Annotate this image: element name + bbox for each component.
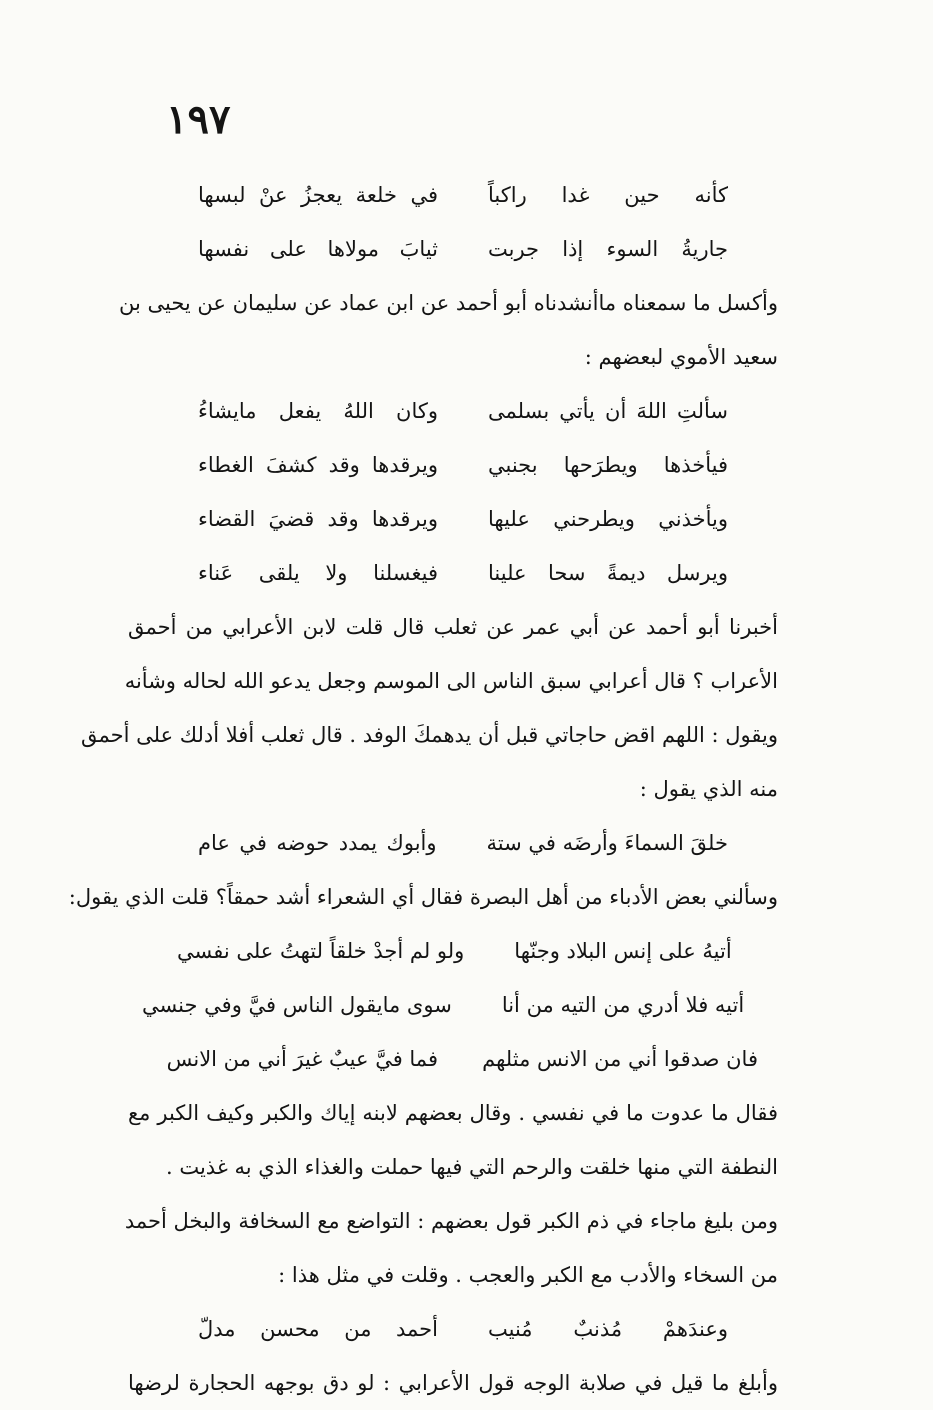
first-hemistich: فيأخذها ويطرَحها بجنبي bbox=[488, 453, 728, 477]
first-hemistich: كأنه حين غدا راكباً bbox=[488, 183, 728, 207]
second-hemistich: أحمد من محسن مدلّ bbox=[198, 1317, 438, 1341]
verse-line bbox=[128, 816, 778, 870]
prose-line: ومن بليغ ماجاء في ذم الكبر قول بعضهم : التواضع مع السخافة والبخل أحمد bbox=[124, 1209, 778, 1233]
second-hemistich: ولو لم أجدْ خلقاً لتهتُ على نفسي bbox=[176, 939, 465, 963]
prose-line: أخبرنا أبو أحمد عن أبي عمر عن ثعلب قال قلت لابن الأعرابي من أحمق bbox=[128, 615, 779, 639]
prose-line: الأعراب ؟ قال أعرابي سبق الناس الى الموسم وجعل يدعو الله لحاله وشأنه bbox=[124, 669, 778, 693]
prose-line: من السخاء والأدب مع الكبر والعجب . وقلت في مثل هذا : bbox=[278, 1263, 778, 1287]
second-hemistich: وكان اللهُ يفعل مايشاءُ bbox=[198, 399, 438, 423]
verse-line bbox=[128, 924, 778, 978]
prose-line: النطفة التي منها خلقت والرحم التي فيها حملت والغذاء الذي به غذيت . bbox=[165, 1155, 778, 1179]
second-hemistich: ويرقدها وقد قضيَ القضاء bbox=[198, 507, 438, 531]
second-hemistich: ويرقدها وقد كشفَ الغطاء bbox=[198, 453, 438, 477]
verse-line bbox=[128, 384, 778, 438]
verse-line bbox=[128, 492, 778, 546]
second-hemistich: في خلعة يعجزُ عنْ لبسها bbox=[198, 183, 438, 207]
first-hemistich: وعندَهمْ مُذنبٌ مُنيب bbox=[488, 1317, 728, 1341]
first-hemistich: فان صدقوا أني من الانس مثلهم bbox=[482, 1047, 758, 1071]
verse-line bbox=[128, 978, 778, 1032]
page-number: ١٩٧ bbox=[166, 96, 231, 143]
verse-line bbox=[128, 168, 778, 222]
prose-line: ويقول : اللهم اقض حاجاتي قبل أن يدهمكَ الوفد . قال ثعلب أفلا أدلك على أحمق bbox=[81, 723, 778, 747]
verse-line bbox=[128, 1302, 778, 1356]
second-hemistich: فيغسلنا ولا يلقى عَناء bbox=[198, 561, 438, 585]
verse-line bbox=[128, 222, 778, 276]
second-hemistich: فما فيَّ عيبٌ غيرَ أني من الانس bbox=[166, 1047, 438, 1071]
prose-line: وأكسل ما سمعناه ماأنشدناه أبو أحمد عن ابن عماد عن سليمان عن يحيى بن bbox=[118, 291, 778, 315]
prose-line: وأبلغ ما قيل في صلابة الوجه قول الأعرابي : لو دق بوجهه الحجارة لرضها bbox=[128, 1371, 778, 1395]
page-text bbox=[68, 168, 779, 1410]
first-hemistich: ويرسل ديمةً سحا علينا bbox=[488, 561, 728, 585]
verse-line bbox=[128, 438, 778, 492]
first-hemistich: جاريةُ السوء إذا جربت bbox=[488, 237, 728, 261]
first-hemistich: أتيهُ على إنس البلاد وجنّها bbox=[514, 939, 732, 963]
second-hemistich: ثيابَ مولاها على نفسها bbox=[198, 237, 438, 261]
prose-line: وسألني بعض الأدباء من أهل البصرة فقال أي الشعراء أشد حمقاً؟ قلت الذي يقول: bbox=[68, 885, 778, 909]
verse-line bbox=[128, 1032, 778, 1086]
prose-line: منه الذي يقول : bbox=[639, 777, 778, 801]
second-hemistich: وأبوك يمدد حوضه في عام bbox=[198, 831, 437, 855]
prose-line: سعيد الأموي لبعضهم : bbox=[584, 345, 778, 369]
prose-line: فقال ما عدوت ما في نفسي . وقال بعضهم لابنه إياك والكبر وكيف الكبر مع bbox=[128, 1101, 778, 1125]
verse-line bbox=[128, 546, 778, 600]
first-hemistich: أتيه فلا أدري من التيه من أنا bbox=[501, 993, 745, 1017]
first-hemistich: ويأخذني ويطرحني عليها bbox=[488, 507, 728, 531]
first-hemistich: سألتِ اللهَ أن يأتي بسلمى bbox=[488, 399, 728, 423]
first-hemistich: خلقَ السماءَ وأرضَه في ستة bbox=[486, 831, 728, 855]
second-hemistich: سوى مايقول الناس فيَّ وفي جنسي bbox=[141, 993, 452, 1017]
